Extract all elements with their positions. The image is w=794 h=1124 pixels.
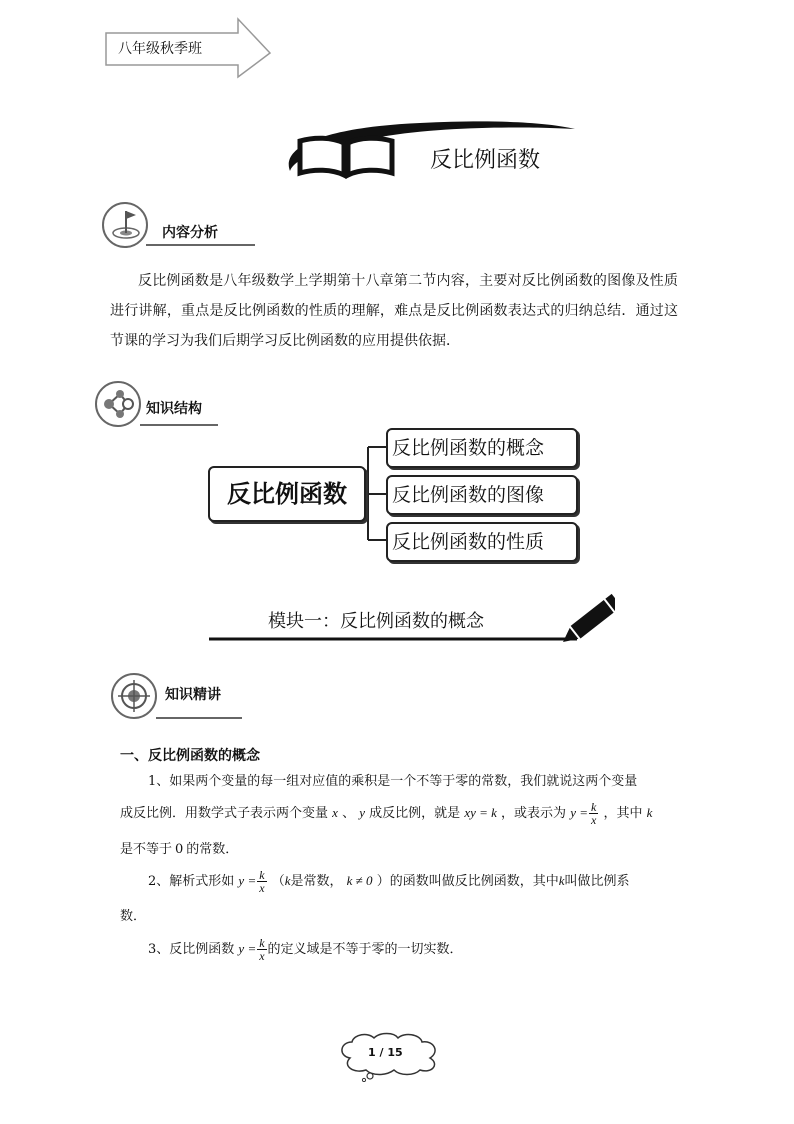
item1-sep: 、 (342, 806, 356, 821)
math-y-eq: y = (570, 805, 588, 820)
lecture-heading: 一、反比例函数的概念 (120, 748, 260, 764)
target-flag-icon (110, 208, 142, 242)
math-var-y: y (359, 805, 366, 820)
math-xyk: xy = k (464, 805, 497, 820)
item1-text: 成反比例，就是 (369, 806, 461, 821)
book-icon (296, 135, 396, 179)
item1-line1: 1、如果两个变量的每一组对应值的乘积是一个不等于零的常数，我们就说这两个变量 (148, 774, 638, 789)
item3-line1: 3、反比例函数 y = $\frac{k}{x}$ 的定义域是不等于零的一切实数． (148, 936, 463, 963)
item2-line1: 2、解析式形如 y = $\frac{k}{x}$ （k是常数， k ≠ 0 ）的函数叫做反比例函数，其中k叫做比例系 (148, 868, 630, 895)
analysis-paragraph: 反比例函数是八年级数学上学期第十八章第二节内容，主要对反比例函数的图像及性质进行讲解，重点是反比例函数的性质的理解，难点是反比例函数表达式的归纳总结．通过这节课的学习为我们后期学习反比例函数的应用提供依据． (110, 273, 678, 349)
structure-branch-property: 反比例函数的性质 (386, 522, 578, 562)
math-var-k: k (284, 873, 291, 888)
header-class-label: 八年级秋季班 (118, 41, 202, 57)
module-underline-pencil (205, 592, 615, 647)
math-zero: 0 (175, 842, 184, 857)
math-var-k: k (646, 805, 653, 820)
page-title: 反比例函数 (430, 148, 541, 173)
item2-line2: 数． (120, 909, 147, 924)
section-label-knowledge-lecture: 知识精讲 (165, 687, 221, 703)
math-k-ne-0: k ≠ 0 (346, 873, 373, 888)
item1-text: ，或表示为 (501, 806, 567, 821)
math-fraction-k-over-x: $\frac{k}{x}$ (259, 936, 265, 963)
network-icon (100, 387, 136, 421)
structure-branch-concept: 反比例函数的概念 (386, 428, 578, 468)
math-fraction-k-over-x: $\frac{k}{x}$ (259, 868, 265, 895)
math-y-eq: y = (238, 941, 257, 956)
math-var-k: k (558, 873, 565, 888)
math-var-x: x (332, 805, 338, 820)
math-fraction-k-over-x: $\frac{k}{x}$ (591, 800, 597, 827)
section-label-content-analysis: 内容分析 (162, 225, 218, 241)
item1-text: ，其中 (603, 806, 643, 821)
page-number: 1 / 15 (368, 1046, 403, 1059)
module-title: 模块一：反比例函数的概念 (268, 611, 484, 632)
math-y-eq: y = (238, 873, 257, 888)
item1-text: 成反比例．用数学式子表示两个变量 (120, 806, 329, 821)
section-label-knowledge-structure: 知识结构 (146, 401, 202, 417)
item1-line2 (120, 798, 652, 829)
structure-branch-graph: 反比例函数的图像 (386, 475, 578, 515)
structure-root-box: 反比例函数 (208, 466, 366, 522)
crosshair-target-icon (118, 680, 150, 712)
item1-line3: 是不等于 0 的常数． (120, 842, 239, 857)
